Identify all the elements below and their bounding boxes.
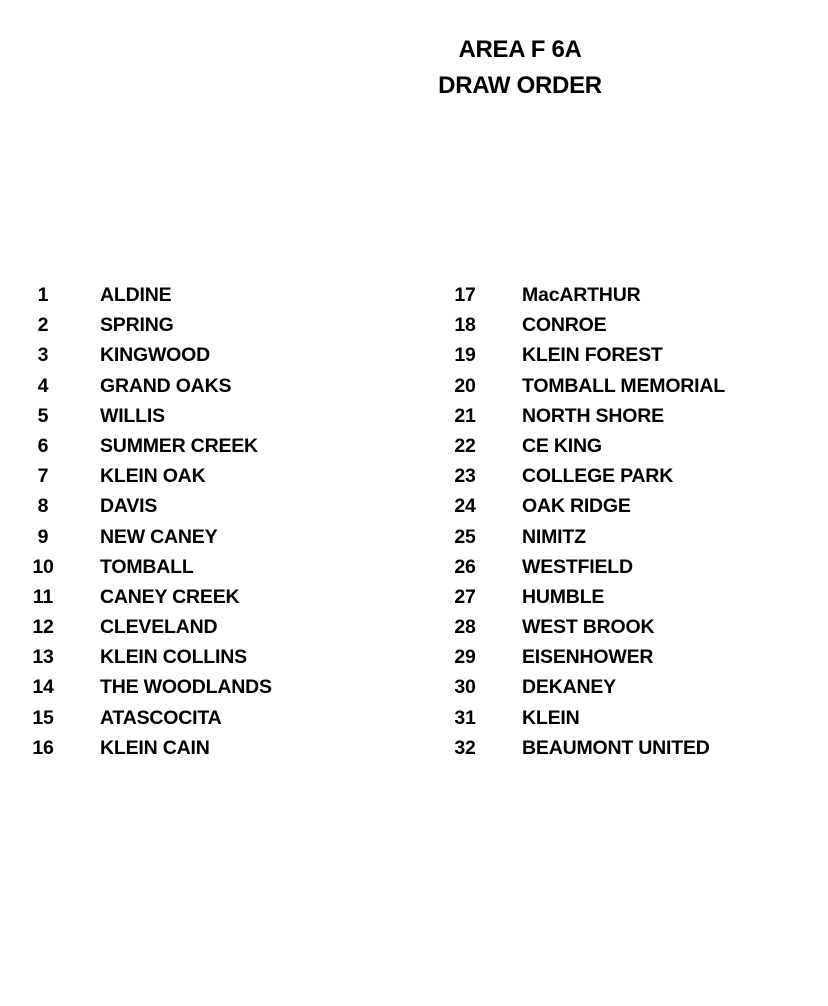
team-name: CONROE [522,314,607,337]
team-name: MacARTHUR [522,284,641,306]
draw-order-row [0,552,414,582]
team-name: KLEIN COLLINS [100,646,247,669]
draw-number: 30 [454,676,476,699]
draw-order-row [0,340,414,370]
team-name: ATASCOCITA [100,706,222,729]
draw-order-row [414,733,828,763]
draw-order-row [0,612,414,642]
draw-order-row [0,431,414,461]
draw-number: 17 [454,284,476,306]
team-name: CLEVELAND [100,616,218,639]
team-name: OAK RIDGE [522,495,631,518]
team-name: THE WOODLANDS [100,676,272,699]
team-name: KLEIN CAIN [100,736,210,759]
draw-number: 7 [37,465,49,488]
team-name: NEW CANEY [100,525,218,548]
draw-order-row [414,461,828,491]
draw-order-row [0,703,414,733]
draw-number: 18 [454,314,476,337]
draw-number: 25 [454,525,476,548]
team-name: KLEIN FOREST [522,344,663,367]
draw-order-row [414,672,828,702]
team-name: COLLEGE PARK [522,465,674,488]
document-title [420,32,620,104]
team-name: CE KING [522,434,602,457]
team-name: KINGWOOD [100,344,210,367]
draw-number: 14 [32,676,54,699]
team-name: KLEIN OAK [100,465,206,488]
draw-order-row [414,310,828,340]
team-name: NIMITZ [522,525,586,548]
draw-order-row [414,431,828,461]
draw-order-list-left [0,280,414,763]
draw-number: 13 [32,646,54,669]
draw-number: 10 [32,555,54,578]
draw-order-row [0,582,414,612]
draw-number: 19 [454,344,476,367]
team-name: WILLIS [100,404,165,427]
draw-order-row [414,582,828,612]
draw-order-row [0,672,414,702]
draw-order-row [0,642,414,672]
draw-order-row [0,371,414,401]
team-name: HUMBLE [522,585,605,608]
draw-order-row [414,340,828,370]
draw-order-row [0,461,414,491]
draw-number: 31 [454,706,476,729]
draw-number: 32 [454,736,476,759]
draw-order-row [0,310,414,340]
draw-order-row [0,522,414,552]
draw-order-row [414,552,828,582]
team-name: SUMMER CREEK [100,434,258,457]
team-name: ALDINE [100,284,172,306]
draw-number: 28 [454,616,476,639]
team-name: KLEIN [522,706,580,729]
draw-order-row [414,642,828,672]
draw-number: 24 [454,495,476,518]
draw-number: 20 [454,374,476,397]
draw-number: 12 [32,616,54,639]
draw-number: 16 [32,736,54,759]
draw-number: 29 [454,646,476,669]
draw-number: 15 [32,706,54,729]
draw-order-row [0,401,414,431]
team-name: EISENHOWER [522,646,654,669]
team-name: NORTH SHORE [522,404,664,427]
draw-number: 27 [454,585,476,608]
draw-number: 2 [37,314,49,337]
draw-number: 5 [37,404,49,427]
team-name: GRAND OAKS [100,374,232,397]
draw-order-row [0,733,414,763]
draw-number: 9 [37,525,49,548]
team-name: WESTFIELD [522,555,633,578]
draw-number: 3 [37,344,49,367]
title-area: AREA F 6A [458,36,582,63]
team-name: BEAUMONT UNITED [522,736,710,759]
draw-order-row [414,371,828,401]
title-draw-order: DRAW ORDER [438,72,602,99]
draw-number: 1 [37,284,49,306]
draw-number: 26 [454,555,476,578]
draw-number: 8 [37,495,49,518]
team-name: WEST BROOK [522,616,655,639]
draw-number: 23 [454,465,476,488]
draw-order-row [0,491,414,521]
team-name: TOMBALL MEMORIAL [522,374,725,397]
draw-number: 4 [37,374,49,397]
draw-order-row [414,491,828,521]
draw-order-row [414,401,828,431]
draw-order-row [0,280,414,310]
draw-number: 22 [454,434,476,457]
draw-order-row [414,612,828,642]
team-name: TOMBALL [100,555,194,578]
draw-order-row [414,280,828,310]
team-name: SPRING [100,314,174,337]
draw-number: 11 [32,585,54,608]
team-name: CANEY CREEK [100,585,240,608]
draw-number: 21 [454,404,476,427]
team-name: DAVIS [100,495,158,518]
team-name: DEKANEY [522,676,616,699]
draw-order-row [414,522,828,552]
draw-order-row [414,703,828,733]
draw-number: 6 [37,434,49,457]
draw-order-list-right [414,280,828,763]
